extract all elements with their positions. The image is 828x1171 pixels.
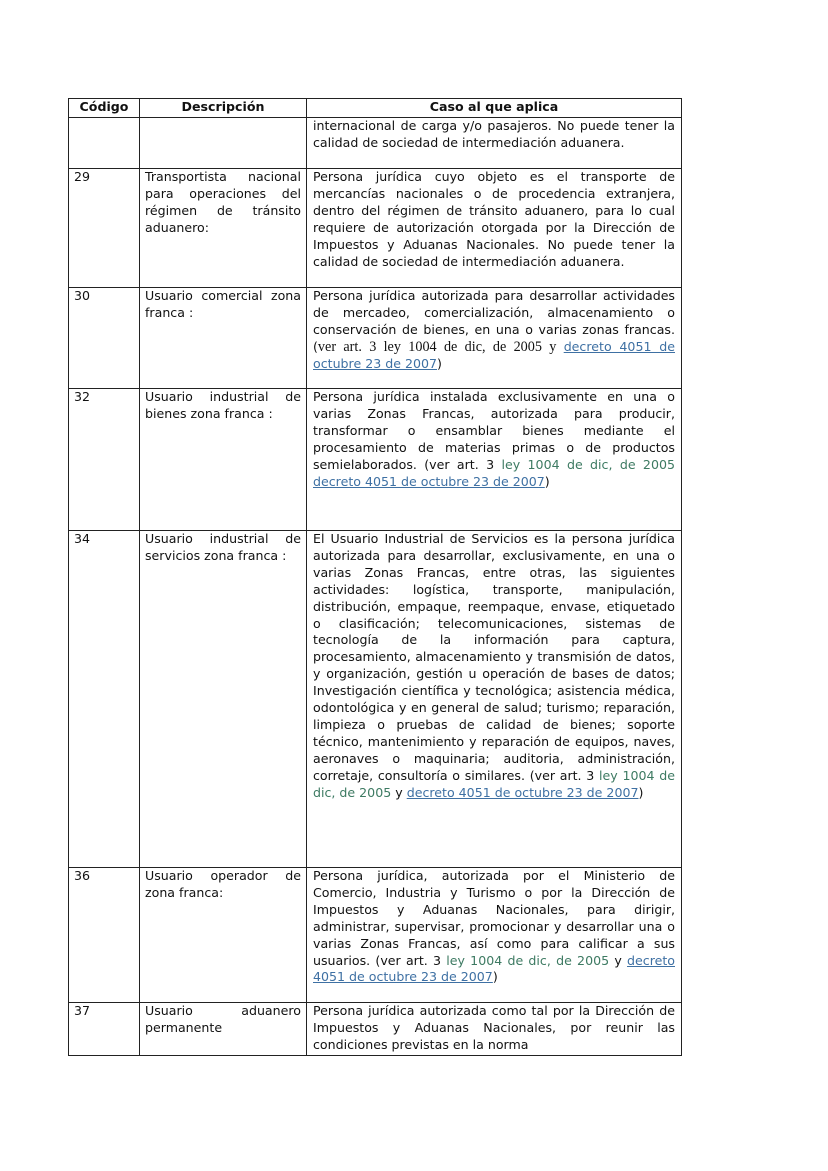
law-reference: ley 1004 de dic, de 2005 bbox=[501, 456, 675, 472]
row-code: 29 bbox=[69, 169, 140, 288]
case-text: ver art. 3 ley 1004 de dic, de 2005 y bbox=[317, 338, 564, 355]
row-case bbox=[307, 1003, 682, 1056]
decree-link[interactable]: decreto 4051 de octubre 23 de 2007 bbox=[406, 784, 639, 800]
table-row bbox=[69, 868, 682, 1003]
row-code: 32 bbox=[69, 389, 140, 531]
header-caso: Caso al que aplica bbox=[307, 99, 682, 118]
law-reference: ley 1004 de dic, de 2005 bbox=[313, 767, 675, 800]
table-row bbox=[69, 1003, 682, 1056]
row-code: 30 bbox=[69, 288, 140, 389]
customs-codes-table bbox=[68, 98, 682, 1056]
case-text: ) bbox=[638, 784, 644, 800]
case-text: y bbox=[609, 952, 628, 968]
row-description: Usuario industrial de bienes zona franca : bbox=[140, 389, 307, 531]
row-case bbox=[307, 531, 682, 868]
row-description: Usuario comercial zona franca : bbox=[140, 288, 307, 389]
law-reference: ley 1004 de dic, de 2005 bbox=[446, 952, 610, 968]
case-text: Persona jurídica cuyo objeto es el transporte de mercancías nacionales o de procedencia extranjera, dentro del régimen de tránsito aduanero, para lo cual requiere de autorización otorgada por la Dirección de Impuestos y Aduanas Nacionales. No puede tener la calidad de sociedad de intermediación aduanera. bbox=[313, 169, 675, 269]
row-code: 34 bbox=[69, 531, 140, 868]
table-row bbox=[69, 389, 682, 531]
table-row bbox=[69, 169, 682, 288]
decree-link[interactable]: decreto 4051 de octubre 23 de 2007 bbox=[313, 338, 675, 371]
case-text: Persona jurídica, autorizada por el Ministerio de Comercio, Industria y Turismo o por la Dirección de Impuestos y Aduanas Nacionales, para dirigir, administrar, supervisar, promocionar y desarrollar una o varias Zonas Francas, así como para calificar a sus usuarios. (ver art. 3 bbox=[313, 868, 675, 968]
case-text: Persona jurídica autorizada como tal por la Dirección de Impuestos y Aduanas Nacionales, por reunir las condiciones previstas en la norma bbox=[313, 1003, 675, 1052]
row-description: Transportista nacional para operaciones del régimen de tránsito aduanero: bbox=[140, 169, 307, 288]
decree-link[interactable]: decreto 4051 de octubre 23 de 2007 bbox=[313, 952, 675, 985]
case-text: ) bbox=[492, 969, 498, 985]
table-row bbox=[69, 288, 682, 389]
row-description bbox=[140, 118, 307, 169]
row-case bbox=[307, 868, 682, 1003]
row-description: Usuario operador de zona franca: bbox=[140, 868, 307, 1003]
row-description: Usuario aduanero permanente bbox=[140, 1003, 307, 1056]
row-case bbox=[307, 288, 682, 389]
header-codigo: Código bbox=[69, 99, 140, 118]
table-body bbox=[69, 118, 682, 1056]
row-code: 37 bbox=[69, 1003, 140, 1056]
case-text: ) bbox=[544, 473, 550, 489]
case-text: internacional de carga y/o pasajeros. No puede tener la calidad de sociedad de intermediación aduanera. bbox=[313, 118, 675, 150]
case-text: Persona jurídica autorizada para desarrollar actividades de mercadeo, comercialización, almacenamiento o conservación de bienes, en una o varias zonas francas. ( bbox=[313, 288, 675, 354]
table-header-row bbox=[69, 99, 682, 118]
row-case bbox=[307, 118, 682, 169]
case-text: El Usuario Industrial de Servicios es la persona jurídica autorizada para desarrollar, exclusivamente, en una o varias Zonas Francas, entre otras, las siguientes actividades: logística, transporte, manipulación, distribución, empaque, reempaque, envase, etiquetado o clasificación; telecomunicaciones, sistemas de tecnología de la información para captura, procesamiento, almacenamiento y transmisión de datos, y organización, gestión u operación de bases de datos; Investigación científica y tecnológica; asistencia médica, odontológica y en general de salud; turismo; reparación, limpieza o pruebas de calidad de bienes; soporte técnico, mantenimiento y reparación de equipos, naves, aeronaves o maquinaria; auditoria, administración, corretaje, consultoría o similares. (ver art. 3 bbox=[313, 531, 675, 783]
row-code bbox=[69, 118, 140, 169]
decree-link[interactable]: decreto 4051 de octubre 23 de 2007 bbox=[313, 473, 545, 489]
table-row bbox=[69, 531, 682, 868]
table-row bbox=[69, 118, 682, 169]
case-text: y bbox=[391, 784, 407, 800]
row-case bbox=[307, 389, 682, 531]
row-description: Usuario industrial de servicios zona franca : bbox=[140, 531, 307, 868]
row-case bbox=[307, 169, 682, 288]
row-code: 36 bbox=[69, 868, 140, 1003]
case-text: Persona jurídica instalada exclusivamente en una o varias Zonas Francas, autorizada para producir, transformar o ensamblar bienes mediante el procesamiento de materias primas o de productos semielaborados. (ver art. 3 bbox=[313, 389, 675, 472]
case-text: ) bbox=[437, 355, 442, 371]
header-descripcion: Descripción bbox=[140, 99, 307, 118]
